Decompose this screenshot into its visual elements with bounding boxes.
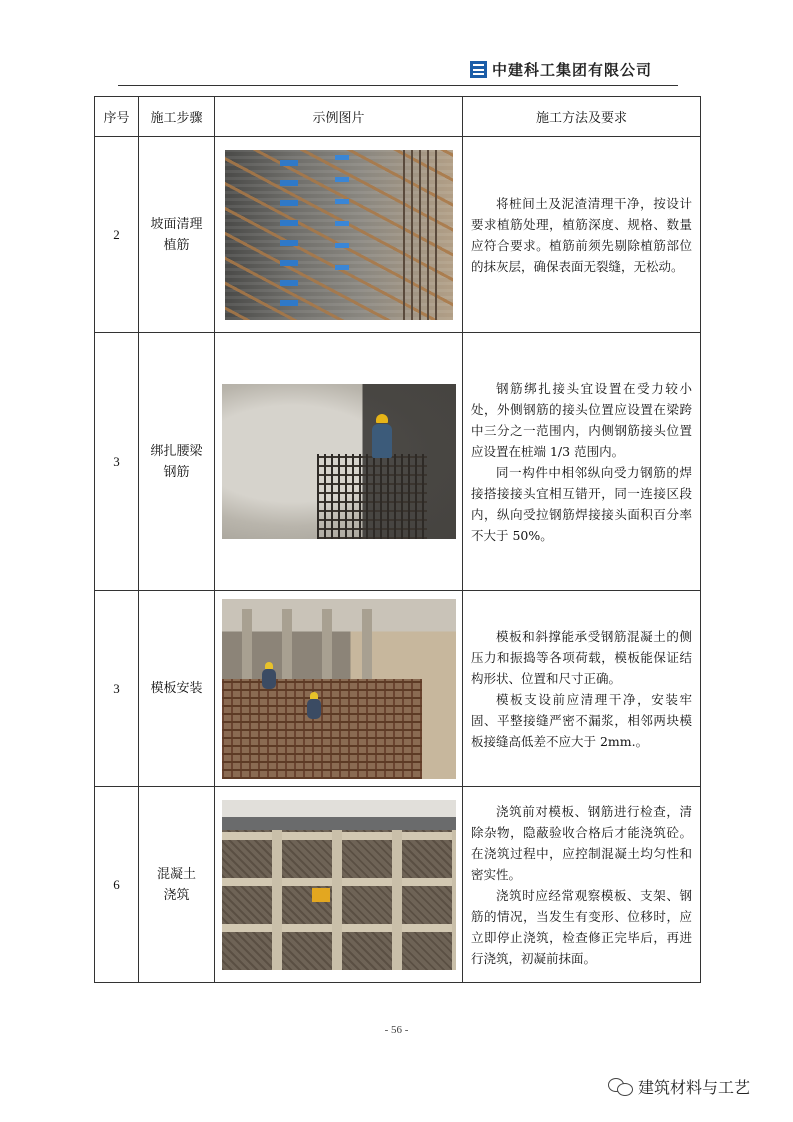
step-line: 模板安装 [150,681,203,696]
header-divider [118,85,678,86]
row-number: 3 [95,591,139,787]
row-method [463,591,701,787]
step-line: 浇筑 [163,887,190,903]
watermark [608,1075,750,1098]
header-logo [470,59,652,80]
step-line: 植筋 [163,237,190,253]
row-step [139,591,215,787]
step-line: 坡面清理 [150,216,203,232]
method-paragraph: 模板和斜撑能承受钢筋混凝土的侧压力和振捣等各项荷载，模板能保证结构形状、位置和尺寸正确。 [471,628,692,686]
construction-steps-table [94,96,701,983]
row-method [463,787,701,983]
method-paragraph: 浇筑前对模板、钢筋进行检查，清除杂物，隐蔽验收合格后才能浇筑砼。在浇筑过程中，应控制混凝土均匀性和密实性。 [471,803,692,882]
page-number: - 56 - [384,1024,409,1036]
watermark-text: 建筑材料与工艺 [638,1078,751,1097]
method-paragraph: 浇筑时应经常观察模板、支架、钢筋的情况，当发生有变形、位移时，应立即停止浇筑，检查修正完毕后，再进行浇筑，初凝前抹面。 [471,887,692,966]
row-number: 2 [95,137,139,333]
photo-cell [215,787,463,983]
row-step [139,333,215,591]
row-number: 3 [95,333,139,591]
method-paragraph: 同一构件中相邻纵向受力钢筋的焊接搭接接头宜相互错开，同一连接区段内，纵向受拉钢筋焊接接头面积百分率不大于 50%。 [471,464,692,543]
wechat-icon [608,1078,634,1096]
step-line: 混凝土 [156,866,196,882]
photo-cell [215,137,463,333]
method-paragraph: 模板支设前应清理干净，安装牢固、平整接缝严密不漏浆，相邻两块模板接缝高低差不应大于 2mm.。 [471,691,692,749]
header-number: 序号 [95,97,139,137]
table-row [95,333,701,591]
company-name: 中建科工集团有限公司 [492,61,653,79]
method-paragraph: 钢筋绑扎接头宜设置在受力较小处，外侧钢筋的接头位置应设置在梁跨中三分之一范围内，内侧钢筋接头位置应设置在桩端 1/3 范围内。 [471,380,692,459]
header-step: 施工步骤 [139,97,215,137]
table-row [95,787,701,983]
slope-cleaning-photo [225,150,453,320]
header-photo: 示例图片 [215,97,463,137]
method-paragraph: 将桩间土及泥渣清理干净，按设计要求植筋处理，植筋深度、规格、数量应符合要求。植筋前须先剔除植筋部位的抹灰层，确保表面无裂缝，无松动。 [471,195,692,274]
header-method: 施工方法及要求 [463,97,701,137]
table-row [95,591,701,787]
photo-cell [215,591,463,787]
row-method [463,333,701,591]
row-number: 6 [95,787,139,983]
step-line: 绑扎腰梁 [150,443,203,459]
step-line: 钢筋 [163,464,190,480]
table-header-row [95,97,701,137]
row-step [139,137,215,333]
formwork-installation-photo [222,599,456,779]
company-logo-icon [470,61,487,78]
rebar-binding-photo [222,384,456,539]
row-method [463,137,701,333]
table-row [95,137,701,333]
row-step [139,787,215,983]
concrete-pouring-photo [222,800,456,970]
photo-cell [215,333,463,591]
